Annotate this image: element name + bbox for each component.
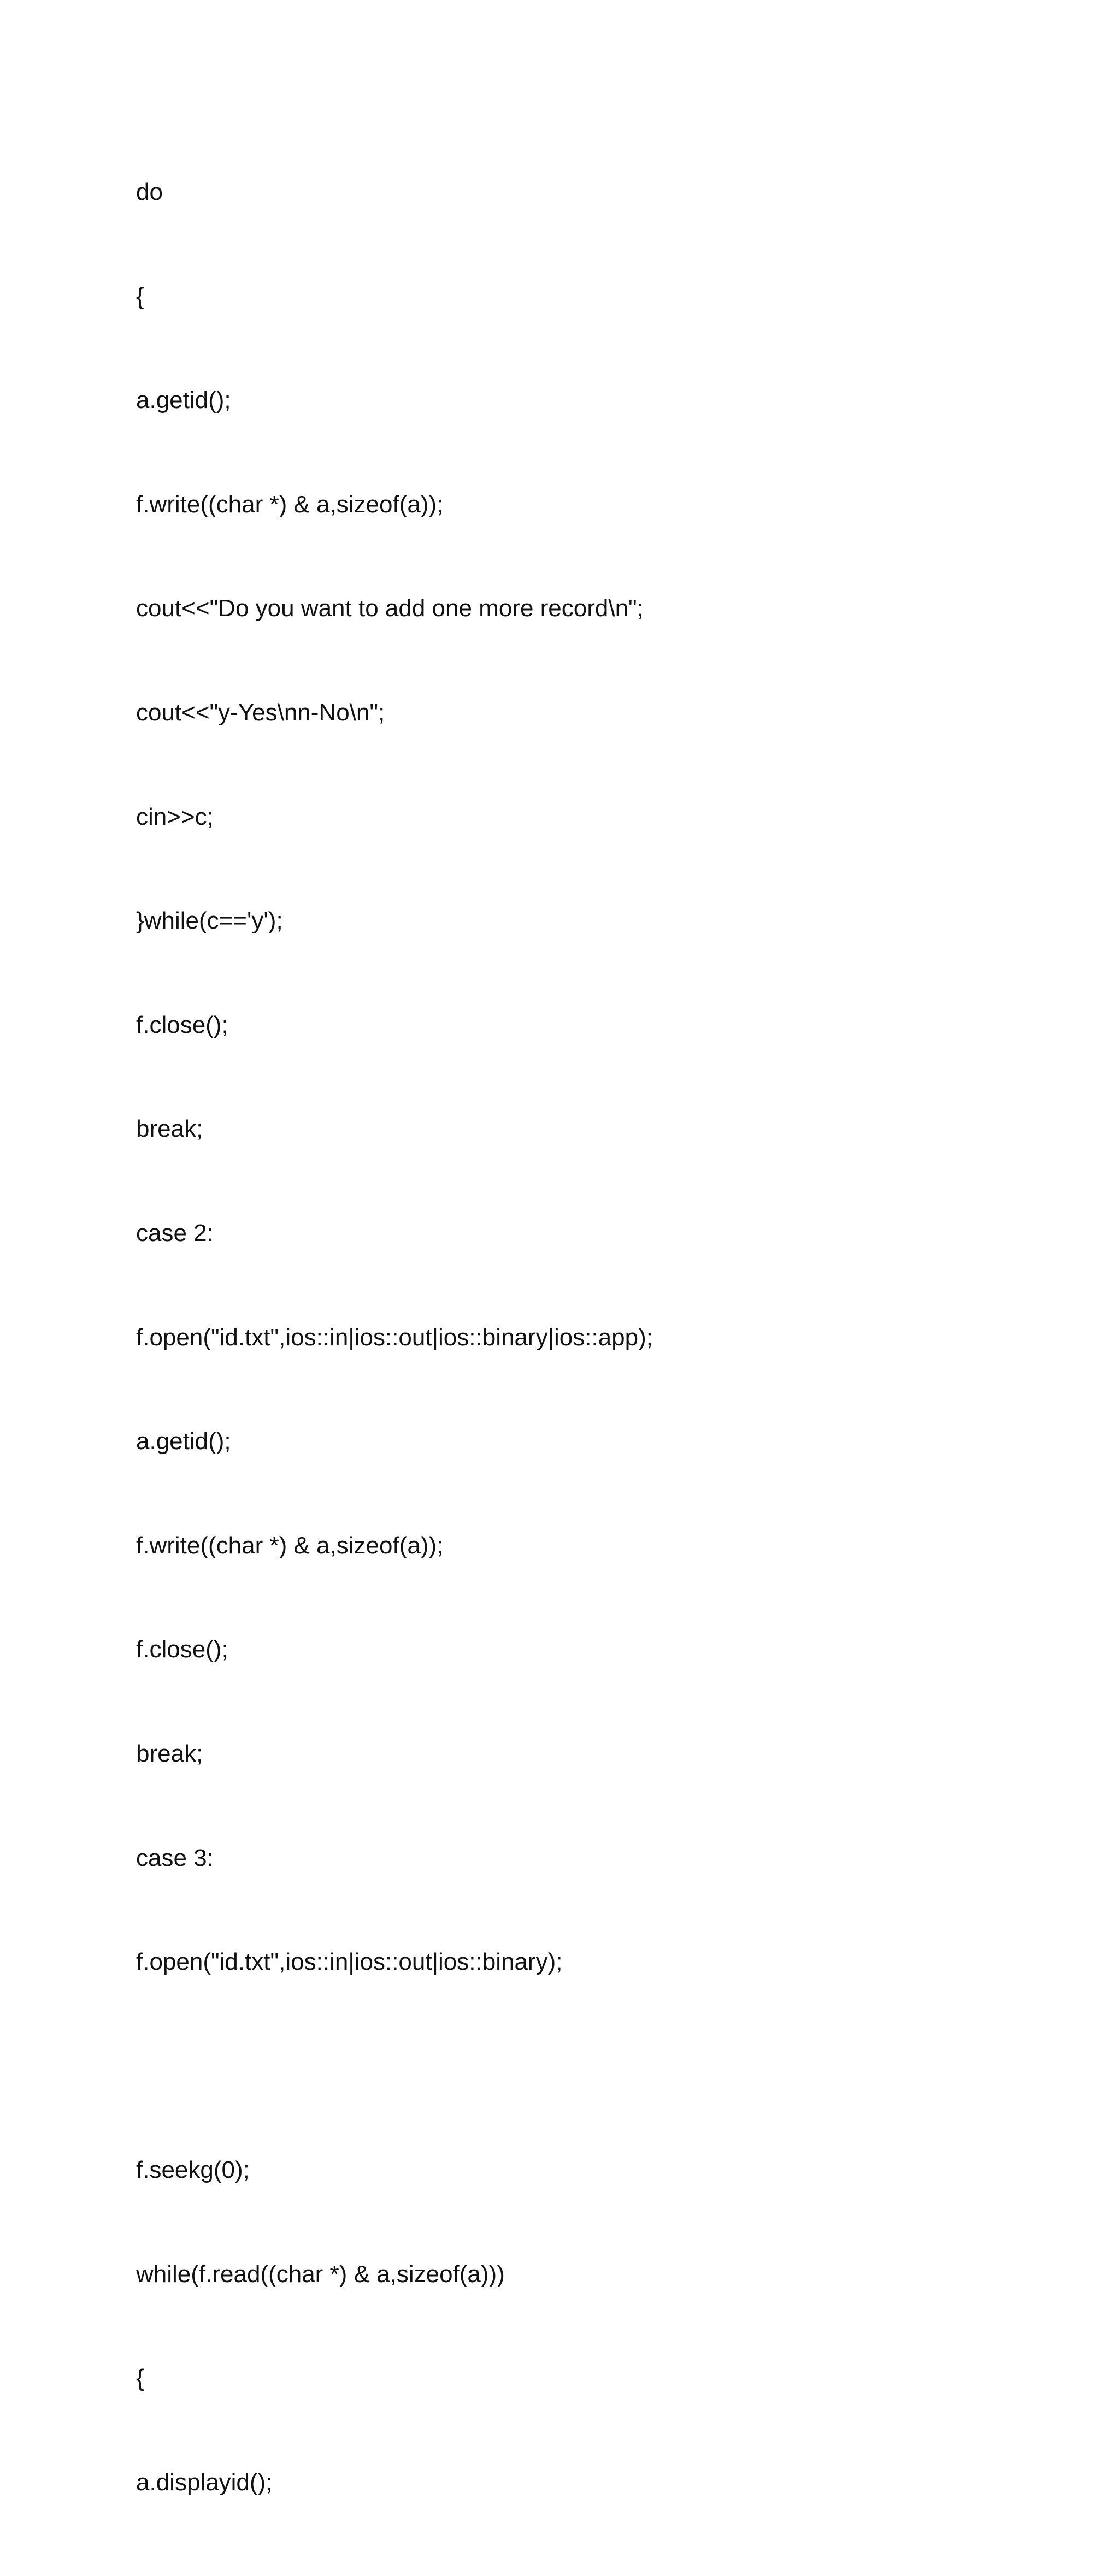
code-line-21: { bbox=[136, 2365, 144, 2392]
code-line-14: f.write((char *) & a,sizeof(a)); bbox=[136, 1532, 444, 1559]
code-line-2: { bbox=[136, 282, 144, 310]
code-line-3: a.getid(); bbox=[136, 387, 231, 414]
code-line-7: cin>>c; bbox=[136, 803, 214, 830]
blank-line bbox=[136, 2054, 1065, 2111]
code-line-10: break; bbox=[136, 1115, 203, 1143]
code-line-12: f.open("id.txt",ios::in|ios::out|ios::binary|ios::app); bbox=[136, 1324, 653, 1351]
code-line-19: f.seekg(0); bbox=[136, 2156, 250, 2184]
code-line-4: f.write((char *) & a,sizeof(a)); bbox=[136, 491, 444, 518]
code-listing bbox=[136, 132, 1065, 2575]
code-line-17: case 3: bbox=[136, 1844, 214, 1871]
code-line-15: f.close(); bbox=[136, 1636, 228, 1663]
code-line-6: cout<<"y-Yes\nn-No\n"; bbox=[136, 699, 385, 726]
code-line-11: case 2: bbox=[136, 1219, 214, 1246]
code-line-22: a.displayid(); bbox=[136, 2469, 273, 2496]
code-line-1: do bbox=[136, 179, 163, 205]
code-line-16: break; bbox=[136, 1740, 203, 1767]
code-line-8: }while(c=='y'); bbox=[136, 907, 283, 935]
code-line-9: f.close(); bbox=[136, 1011, 228, 1038]
code-line-20: while(f.read((char *) & a,sizeof(a))) bbox=[136, 2260, 505, 2288]
code-line-13: a.getid(); bbox=[136, 1428, 231, 1455]
code-line-5: cout<<"Do you want to add one more record\n"; bbox=[136, 595, 644, 622]
code-line-18: f.open("id.txt",ios::in|ios::out|ios::binary); bbox=[136, 1948, 563, 1976]
